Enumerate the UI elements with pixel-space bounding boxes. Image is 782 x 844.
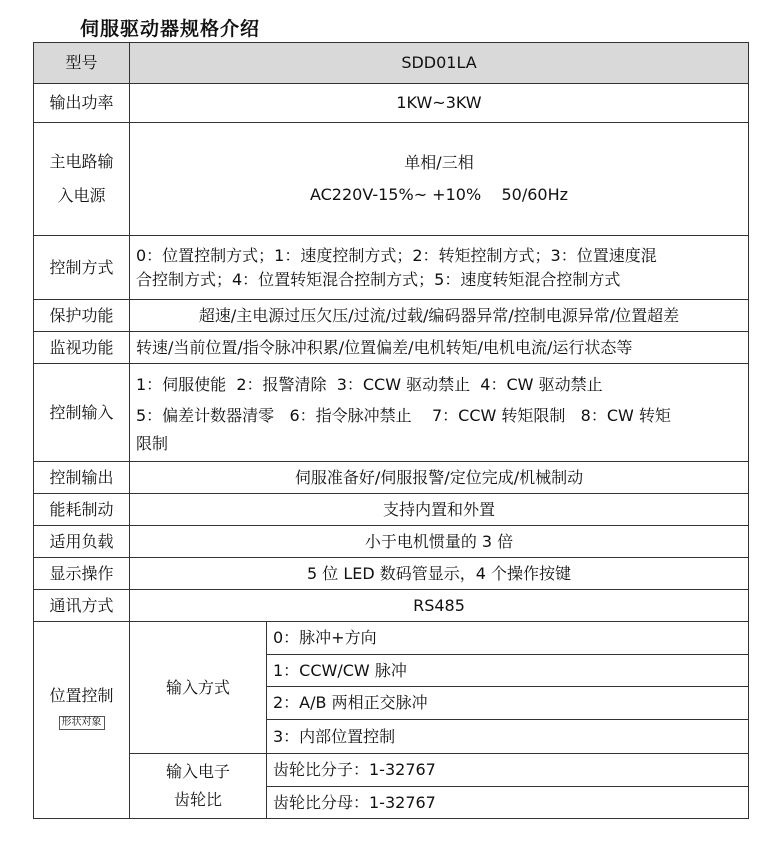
page-title: 伺服驱动器规格介绍 [80, 18, 261, 40]
table-row-control-input [34, 364, 749, 462]
gear-ratio-label [130, 754, 267, 819]
table-row-control-mode [34, 236, 749, 300]
table-row-display [34, 558, 749, 590]
model-value: SDD01LA [130, 43, 749, 84]
main-power-label-line2: 入电源 [57, 186, 106, 205]
main-power-label-line1: 主电路输 [49, 152, 114, 171]
output-power-label: 输出功率 [34, 84, 130, 123]
table-row-control-output [34, 462, 749, 494]
input-mode-label: 输入方式 [130, 622, 267, 754]
display-label: 显示操作 [34, 558, 130, 590]
load-value: 小于电机惯量的 3 倍 [130, 526, 749, 558]
braking-label: 能耗制动 [34, 494, 130, 526]
model-label: 型号 [34, 43, 130, 84]
monitoring-value: 转速/当前位置/指令脉冲积累/位置偏差/电机转矩/电机电流/运行状态等 [130, 332, 749, 364]
display-value: 5 位 LED 数码管显示，4 个操作按键 [130, 558, 749, 590]
control-mode-line1: 0：位置控制方式；1：速度控制方式；2：转矩控制方式；3：位置速度混 [136, 245, 657, 265]
gear-numerator-value: 齿轮比分子：1-32767 [267, 754, 749, 787]
protection-label: 保护功能 [34, 300, 130, 332]
table-row-input-mode-0 [34, 622, 749, 655]
gear-ratio-label-line1: 输入电子 [165, 762, 230, 781]
control-mode-label: 控制方式 [34, 236, 130, 300]
monitoring-label: 监视功能 [34, 332, 130, 364]
control-input-line2: 5：偏差计数器清零 6：指令脉冲禁止 7：CCW 转矩限制 8：CW 转矩 [136, 405, 671, 425]
comm-label: 通讯方式 [34, 590, 130, 622]
input-mode-item: 2：A/B 两相正交脉冲 [267, 687, 749, 720]
gear-denominator-value: 齿轮比分母：1-32767 [267, 787, 749, 819]
input-mode-item: 3：内部位置控制 [267, 720, 749, 754]
table-row-gear-numerator [34, 754, 749, 787]
load-label: 适用负载 [34, 526, 130, 558]
gear-ratio-label-line2: 齿轮比 [173, 790, 222, 809]
main-power-phase: 单相/三相 [404, 153, 474, 172]
main-power-label [34, 123, 130, 236]
main-power-voltage: AC220V-15%~ +10% 50/60Hz [309, 185, 569, 204]
comm-value: RS485 [130, 590, 749, 622]
control-input-value [130, 364, 749, 462]
output-power-value: 1KW~3KW [130, 84, 749, 123]
control-input-line1: 1：伺服使能 2：报警清除 3：CCW 驱动禁止 4：CW 驱动禁止 [136, 374, 603, 394]
control-input-line3: 限制 [136, 433, 169, 453]
position-control-label: 位置控制 [49, 686, 114, 705]
shape-object-tag: 形状对象 [59, 716, 105, 730]
input-mode-item: 1：CCW/CW 脉冲 [267, 655, 749, 687]
input-mode-item: 0：脉冲+方向 [267, 622, 749, 655]
main-power-value [130, 123, 749, 236]
protection-value: 超速/主电源过压欠压/过流/过载/编码器异常/控制电源异常/位置超差 [130, 300, 749, 332]
control-mode-line2: 合控制方式；4：位置转矩混合控制方式；5：速度转矩混合控制方式 [136, 269, 621, 289]
table-row-output-power [34, 84, 749, 123]
position-control-cell [34, 622, 130, 819]
table-row-monitoring [34, 332, 749, 364]
table-row-braking [34, 494, 749, 526]
spec-table [33, 42, 749, 819]
table-row-main-power [34, 123, 749, 236]
control-output-value: 伺服准备好/伺服报警/定位完成/机械制动 [130, 462, 749, 494]
table-row-comm [34, 590, 749, 622]
control-mode-value [130, 236, 749, 300]
control-output-label: 控制输出 [34, 462, 130, 494]
table-row-load [34, 526, 749, 558]
control-input-label: 控制输入 [34, 364, 130, 462]
table-row-model [34, 43, 749, 84]
braking-value: 支持内置和外置 [130, 494, 749, 526]
table-row-protection [34, 300, 749, 332]
